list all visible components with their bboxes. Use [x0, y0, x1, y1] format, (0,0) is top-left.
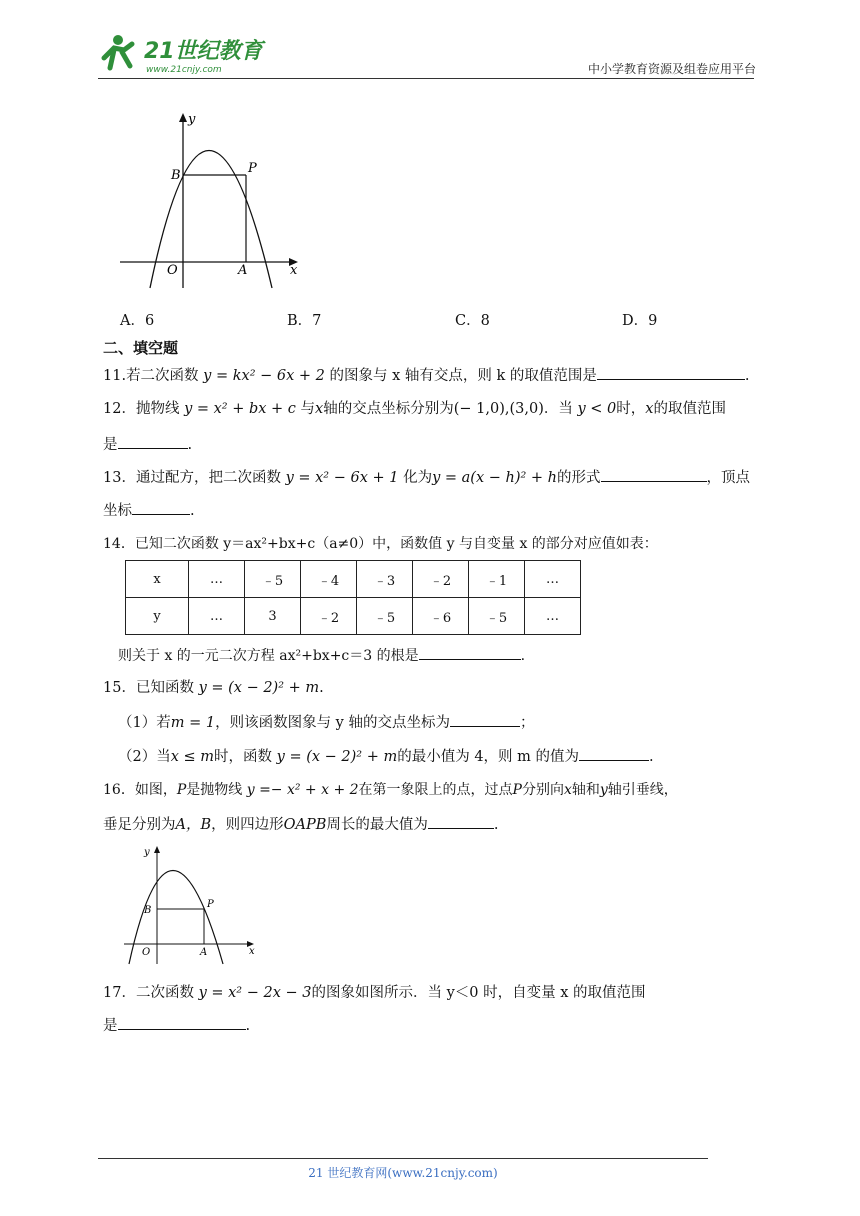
footer-divider — [98, 1158, 708, 1159]
parabola-figure-small — [120, 842, 260, 971]
table-row — [126, 598, 581, 635]
table-cell: ﹣1 — [469, 561, 525, 598]
choice-c[interactable]: C．8 — [455, 313, 490, 329]
answer-blank-17[interactable] — [118, 1015, 246, 1030]
table-cell: 3 — [245, 598, 301, 635]
small-origin-label: O — [142, 947, 151, 958]
value-table — [125, 560, 581, 635]
question-16: 16．如图，P是抛物线 y =− x² + x + 2在第一象限上的点，过点P分别向x轴和y轴引垂线， — [103, 782, 678, 798]
answer-blank-11[interactable] — [597, 365, 745, 380]
table-cell: ﹣2 — [413, 561, 469, 598]
question-16-line2: 垂足分别为A，B，则四边形OAPB周长的最大值为 . — [103, 814, 499, 835]
question-15: 15．已知函数 y = (x − 2)² + m. — [103, 680, 324, 696]
answer-blank-13a[interactable] — [601, 467, 707, 482]
table-cell: ﹣4 — [301, 561, 357, 598]
origin-label: O — [167, 263, 178, 278]
table-cell: ﹣5 — [357, 598, 413, 635]
y-axis-label: y — [188, 112, 196, 127]
small-p-label: P — [207, 899, 214, 910]
section-title: 二、填空题 — [103, 339, 179, 357]
table-cell: ﹣2 — [301, 598, 357, 635]
table-cell: ﹣6 — [413, 598, 469, 635]
question-14-after: 则关于 x 的一元二次方程 ax²+bx+c＝3 的根是 . — [118, 645, 525, 666]
question-12-line2: 是 . — [103, 434, 192, 455]
answer-blank-15a[interactable] — [450, 712, 520, 727]
question-13-line2: 坐标 . — [103, 500, 195, 521]
table-cell: x — [126, 561, 189, 598]
table-cell: y — [126, 598, 189, 635]
logo-text: 21世纪教育 — [144, 39, 263, 64]
table-row — [126, 561, 581, 598]
small-b-label: B — [144, 905, 152, 916]
choice-b[interactable]: B．7 — [287, 313, 322, 329]
question-15-part1: （1）若m = 1，则该函数图象与 y 轴的交点坐标为 ； — [118, 712, 535, 733]
question-17-line2: 是 . — [103, 1015, 250, 1036]
point-p-label: P — [248, 161, 257, 176]
table-cell: … — [525, 561, 581, 598]
answer-blank-12[interactable] — [118, 434, 188, 449]
logo-url: www.21cnjy.com — [146, 65, 222, 75]
question-14: 14．已知二次函数 y＝ax²+bx+c（a≠0）中，函数值 y 与自变量 x 的部分对应值如表： — [103, 536, 658, 552]
table-cell: … — [525, 598, 581, 635]
point-a-label: A — [238, 263, 248, 278]
question-11: 11.若二次函数 y = kx² − 6x + 2 的图象与 x 轴有交点，则 k 的取值范围是 . — [103, 365, 750, 386]
runner-icon — [104, 35, 132, 68]
choice-a[interactable]: A．6 — [120, 313, 155, 329]
platform-name: 中小学教育资源及组卷应用平台 — [587, 62, 756, 76]
table-cell: ﹣3 — [357, 561, 413, 598]
table-cell: … — [189, 561, 245, 598]
question-12: 12．抛物线 y = x² + bx + c 与x轴的交点坐标分别为(− 1,0),(3,0)．当 y < 0时，x的取值范围 — [103, 401, 726, 417]
answer-blank-13b[interactable] — [132, 500, 190, 515]
parabola-figure-large — [112, 108, 312, 298]
header-divider — [98, 78, 754, 79]
table-cell: … — [189, 598, 245, 635]
choice-d[interactable]: D．9 — [622, 313, 658, 329]
table-cell: ﹣5 — [245, 561, 301, 598]
answer-blank-16[interactable] — [428, 814, 494, 829]
footer-link[interactable]: 21 世纪教育网(www.21cnjy.com) — [308, 1166, 498, 1180]
small-x-label: x — [249, 946, 255, 957]
question-13: 13．通过配方，把二次函数 y = x² − 6x + 1 化为y = a(x − h)² + h的形式 ，顶点 — [103, 467, 750, 488]
point-b-label: B — [171, 168, 181, 183]
small-a-label: A — [200, 947, 208, 958]
answer-blank-14[interactable] — [419, 645, 521, 660]
small-y-label: y — [144, 847, 150, 858]
answer-blank-15b[interactable] — [579, 746, 649, 761]
table-cell: ﹣5 — [469, 598, 525, 635]
question-15-part2: （2）当x ≤ m时，函数 y = (x − 2)² + m的最小值为 4，则 m 的值为 . — [118, 746, 654, 767]
x-axis-label: x — [290, 263, 298, 278]
site-logo — [96, 28, 266, 78]
question-17: 17．二次函数 y = x² − 2x − 3的图象如图所示．当 y＜0 时，自变量 x 的取值范围 — [103, 985, 646, 1001]
